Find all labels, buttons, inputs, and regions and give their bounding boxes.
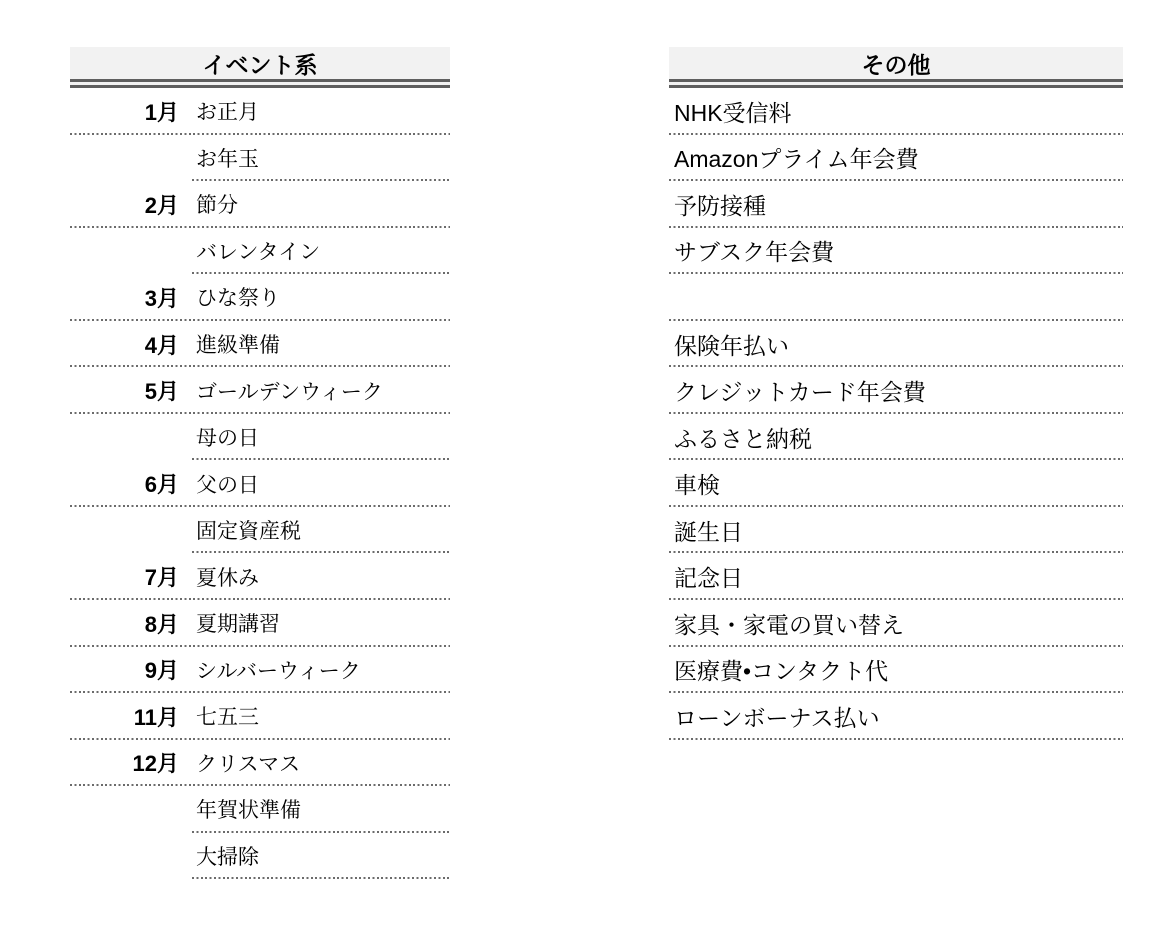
month-cell: 8月 (144, 611, 179, 637)
table-row (669, 274, 1123, 321)
month-cell: 1月 (144, 99, 179, 125)
table-row (669, 693, 1123, 740)
item-cell: 記念日 (674, 565, 743, 592)
month-cell: 12月 (132, 751, 179, 777)
item-cell: ローンボーナス払い (674, 704, 880, 731)
item-cell: 予防接種 (674, 192, 766, 219)
events-table-header (70, 47, 450, 88)
item-cell: 医療費•コンタクト代 (674, 658, 889, 685)
event-cell: シルバーウィーク (196, 659, 361, 683)
table-row (669, 321, 1123, 368)
other-table-body (669, 88, 1123, 740)
table-row (70, 181, 450, 228)
table-row (70, 321, 450, 368)
event-cell: 父の日 (196, 473, 259, 497)
table-row (70, 274, 450, 321)
table-row (669, 600, 1123, 647)
events-table-title: イベント系 (202, 51, 318, 78)
month-cell: 3月 (144, 285, 179, 311)
month-cell: 4月 (144, 332, 179, 358)
table-row (70, 507, 450, 554)
table-row (70, 600, 450, 647)
table-row (669, 181, 1123, 228)
event-cell: ひな祭り (196, 287, 280, 311)
event-cell: 年賀状準備 (196, 799, 301, 823)
table-row (70, 553, 450, 600)
item-cell: クレジットカード年会費 (674, 379, 926, 406)
table-row (669, 507, 1123, 554)
event-cell: 夏休み (196, 566, 259, 590)
event-cell: クリスマス (196, 752, 301, 776)
event-cell: 大掃除 (196, 846, 259, 870)
event-cell: 七五三 (196, 706, 259, 730)
event-cell: お正月 (196, 101, 259, 125)
table-row (669, 88, 1123, 135)
events-table-body (70, 88, 450, 879)
table-row (669, 553, 1123, 600)
table-row (669, 414, 1123, 461)
item-cell: Amazonプライム年会費 (674, 146, 919, 173)
event-cell: 夏期講習 (196, 613, 280, 637)
table-row (669, 367, 1123, 414)
month-cell: 7月 (144, 565, 179, 591)
other-table (669, 47, 1123, 740)
event-cell: 母の日 (196, 427, 259, 451)
event-cell: 節分 (196, 194, 238, 218)
table-row (70, 786, 450, 833)
table-row (70, 414, 450, 461)
event-cell: お年玉 (196, 147, 259, 171)
month-cell: 6月 (144, 472, 179, 498)
table-row (70, 460, 450, 507)
item-cell: 車検 (674, 472, 720, 499)
event-cell: ゴールデンウィーク (196, 380, 383, 404)
month-cell: 11月 (133, 704, 179, 730)
table-row (70, 833, 450, 880)
table-row (70, 367, 450, 414)
month-cell: 2月 (144, 192, 179, 218)
month-cell: 5月 (144, 379, 179, 405)
item-cell: 誕生日 (674, 518, 743, 545)
item-cell: NHK受信料 (674, 99, 792, 126)
month-cell: 9月 (144, 658, 179, 684)
table-row (70, 228, 450, 275)
item-cell: ふるさと納税 (674, 425, 812, 452)
table-row (70, 740, 450, 787)
item-cell: サブスク年会費 (674, 239, 835, 266)
table-row (669, 228, 1123, 275)
item-cell: 家具・家電の買い替え (674, 611, 904, 638)
events-table (70, 47, 450, 879)
other-table-title: その他 (861, 51, 931, 78)
event-cell: バレンタイン (196, 240, 321, 264)
table-row (669, 135, 1123, 182)
table-row (669, 460, 1123, 507)
table-row (669, 647, 1123, 694)
event-cell: 進級準備 (196, 334, 280, 357)
other-table-header (669, 47, 1123, 88)
item-cell: 保険年払い (674, 332, 789, 359)
table-row (70, 693, 450, 740)
table-row (70, 135, 450, 182)
table-row (70, 88, 450, 135)
table-row (70, 647, 450, 694)
event-cell: 固定資産税 (196, 520, 301, 544)
